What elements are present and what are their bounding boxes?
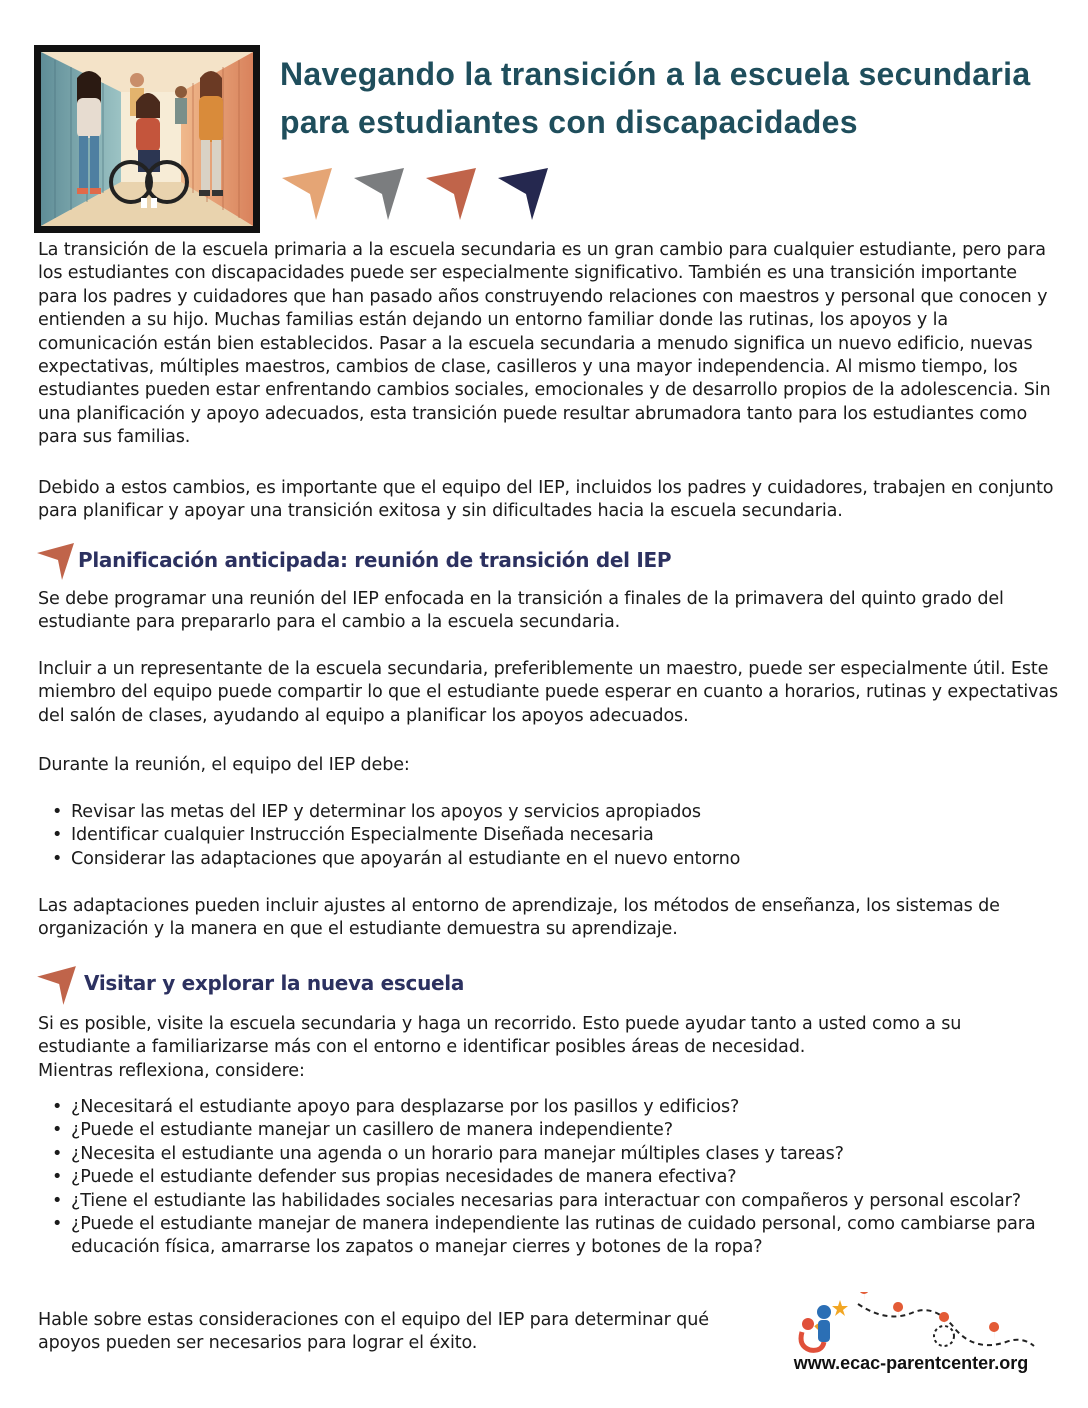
navy-arrow-icon xyxy=(494,164,554,224)
rust-arrow-icon xyxy=(34,540,76,582)
peach-arrow-icon xyxy=(278,164,338,224)
planning-paragraph-1: Se debe programar una reunión del IEP enfocada en la transición a finales de la primavera del quinto grado del estudiante para prepararlo para el cambio a la escuela secundaria. xyxy=(38,589,1004,633)
list-item: • Revisar las metas del IEP y determinar los apoyos y servicios apropiados xyxy=(50,801,1060,824)
planning-paragraph-3: Durante la reunión, el equipo del IEP debe: xyxy=(38,755,410,775)
section-heading-visit xyxy=(34,963,934,1007)
rust-arrow-icon xyxy=(34,963,78,1007)
list-item: • ¿Necesita el estudiante una agenda o un horario para manejar múltiples clases y tareas? xyxy=(50,1143,1060,1166)
visit-paragraph-text: Si es posible, visite la escuela secundaria y haga un recorrido. Esto puede ayudar tanto a usted como a su estudiante a familiarizarse más con el entorno e identificar posibles áreas de necesidad. xyxy=(38,1014,962,1058)
intro-paragraph-1: La transición de la escuela primaria a la escuela secundaria es un gran cambio para cualquier estudiante, pero para los estudiantes con discapacidades puede ser especialmente significativo. También es una transición importante para los padres y cuidadores que han pasado años construyendo relaciones con maestros y personal que conocen y entienden a su hijo. Muchas familias están dejando un entorno familiar donde las rutinas, los apoyos y la comunicación están bien establecidos. Pasar a la escuela secundaria a menudo significa un nuevo edificio, nuevas expectativas, múltiples maestros, cambios de clase, casilleros y una mayor independencia. Al mismo tiempo, los estudiantes pueden estar enfrentando cambios sociales, emocionales y de desarrollo propios de la adolescencia. Sin una planificación y apoyo adecuados, esta transición puede resultar abrumadora tanto para los estudiantes como para sus familias. xyxy=(38,240,1051,448)
website-url: www.ecac-parentcenter.org xyxy=(793,1353,1029,1373)
students-hallway-image xyxy=(41,52,253,226)
title-line-1: Navegando la transición a la escuela secundaria xyxy=(280,56,1031,92)
list-item: • ¿Tiene el estudiante las habilidades sociales necesarias para interactuar con compañeros y personal escolar? xyxy=(50,1190,1060,1213)
planning-paragraph-4: Las adaptaciones pueden incluir ajustes al entorno de aprendizaje, los métodos de enseñanza, los sistemas de organización y la manera en que el estudiante demuestra su aprendizaje. xyxy=(38,896,1000,940)
section-heading-text: Planificación anticipada: reunión de transición del IEP xyxy=(78,548,672,572)
section-heading-planning xyxy=(34,540,934,584)
considerations-list xyxy=(50,1096,1060,1260)
section-heading-text: Visitar y explorar la nueva escuela xyxy=(84,971,465,995)
page-title xyxy=(280,50,1070,146)
list-item: • ¿Puede el estudiante defender sus propias necesidades de manera efectiva? xyxy=(50,1166,1060,1189)
list-item: • ¿Puede el estudiante manejar un casillero de manera independiente? xyxy=(50,1119,1060,1142)
intro-paragraph-2: Debido a estos cambios, es importante que el equipo del IEP, incluidos los padres y cuidadores, trabajen en conjunto para planificar y apoyar una transición exitosa y sin dificultades hacia la escuela secundaria. xyxy=(38,478,1054,522)
rust-arrow-icon xyxy=(422,164,482,224)
ecac-logo xyxy=(766,1292,1056,1384)
list-item: • ¿Puede el estudiante manejar de manera independiente las rutinas de cuidado personal, como cambiarse para educación física, amarrarse los zapatos o manejar cierres y botones de la ropa? xyxy=(50,1213,1060,1260)
list-item: • Identificar cualquier Instrucción Especialmente Diseñada necesaria xyxy=(50,824,1060,847)
closing-paragraph: Hable sobre estas consideraciones con el equipo del IEP para determinar qué apoyos pueden ser necesarios para lograr el éxito. xyxy=(38,1310,709,1354)
decorative-arrows xyxy=(278,164,568,228)
list-item: • Considerar las adaptaciones que apoyarán al estudiante en el nuevo entorno xyxy=(50,848,1060,871)
planning-paragraph-2: Incluir a un representante de la escuela secundaria, preferiblemente un maestro, puede ser especialmente útil. Este miembro del equipo puede compartir lo que el estudiante puede esperar en cuanto a horarios, rutinas y expectativas del salón de clases, ayudando al equipo a planificar los apoyos adecuados. xyxy=(38,659,1058,726)
ecac-logo-graphic xyxy=(766,1292,1056,1354)
visit-paragraph-1 xyxy=(38,1013,1058,1083)
visit-paragraph-prompt: Mientras reflexiona, considere: xyxy=(38,1060,305,1081)
gray-arrow-icon xyxy=(350,164,410,224)
hero-illustration xyxy=(34,45,260,233)
list-item: • ¿Necesitará el estudiante apoyo para desplazarse por los pasillos y edificios? xyxy=(50,1096,1060,1119)
iep-team-list xyxy=(50,801,1060,871)
title-line-2: para estudiantes con discapacidades xyxy=(280,104,858,140)
